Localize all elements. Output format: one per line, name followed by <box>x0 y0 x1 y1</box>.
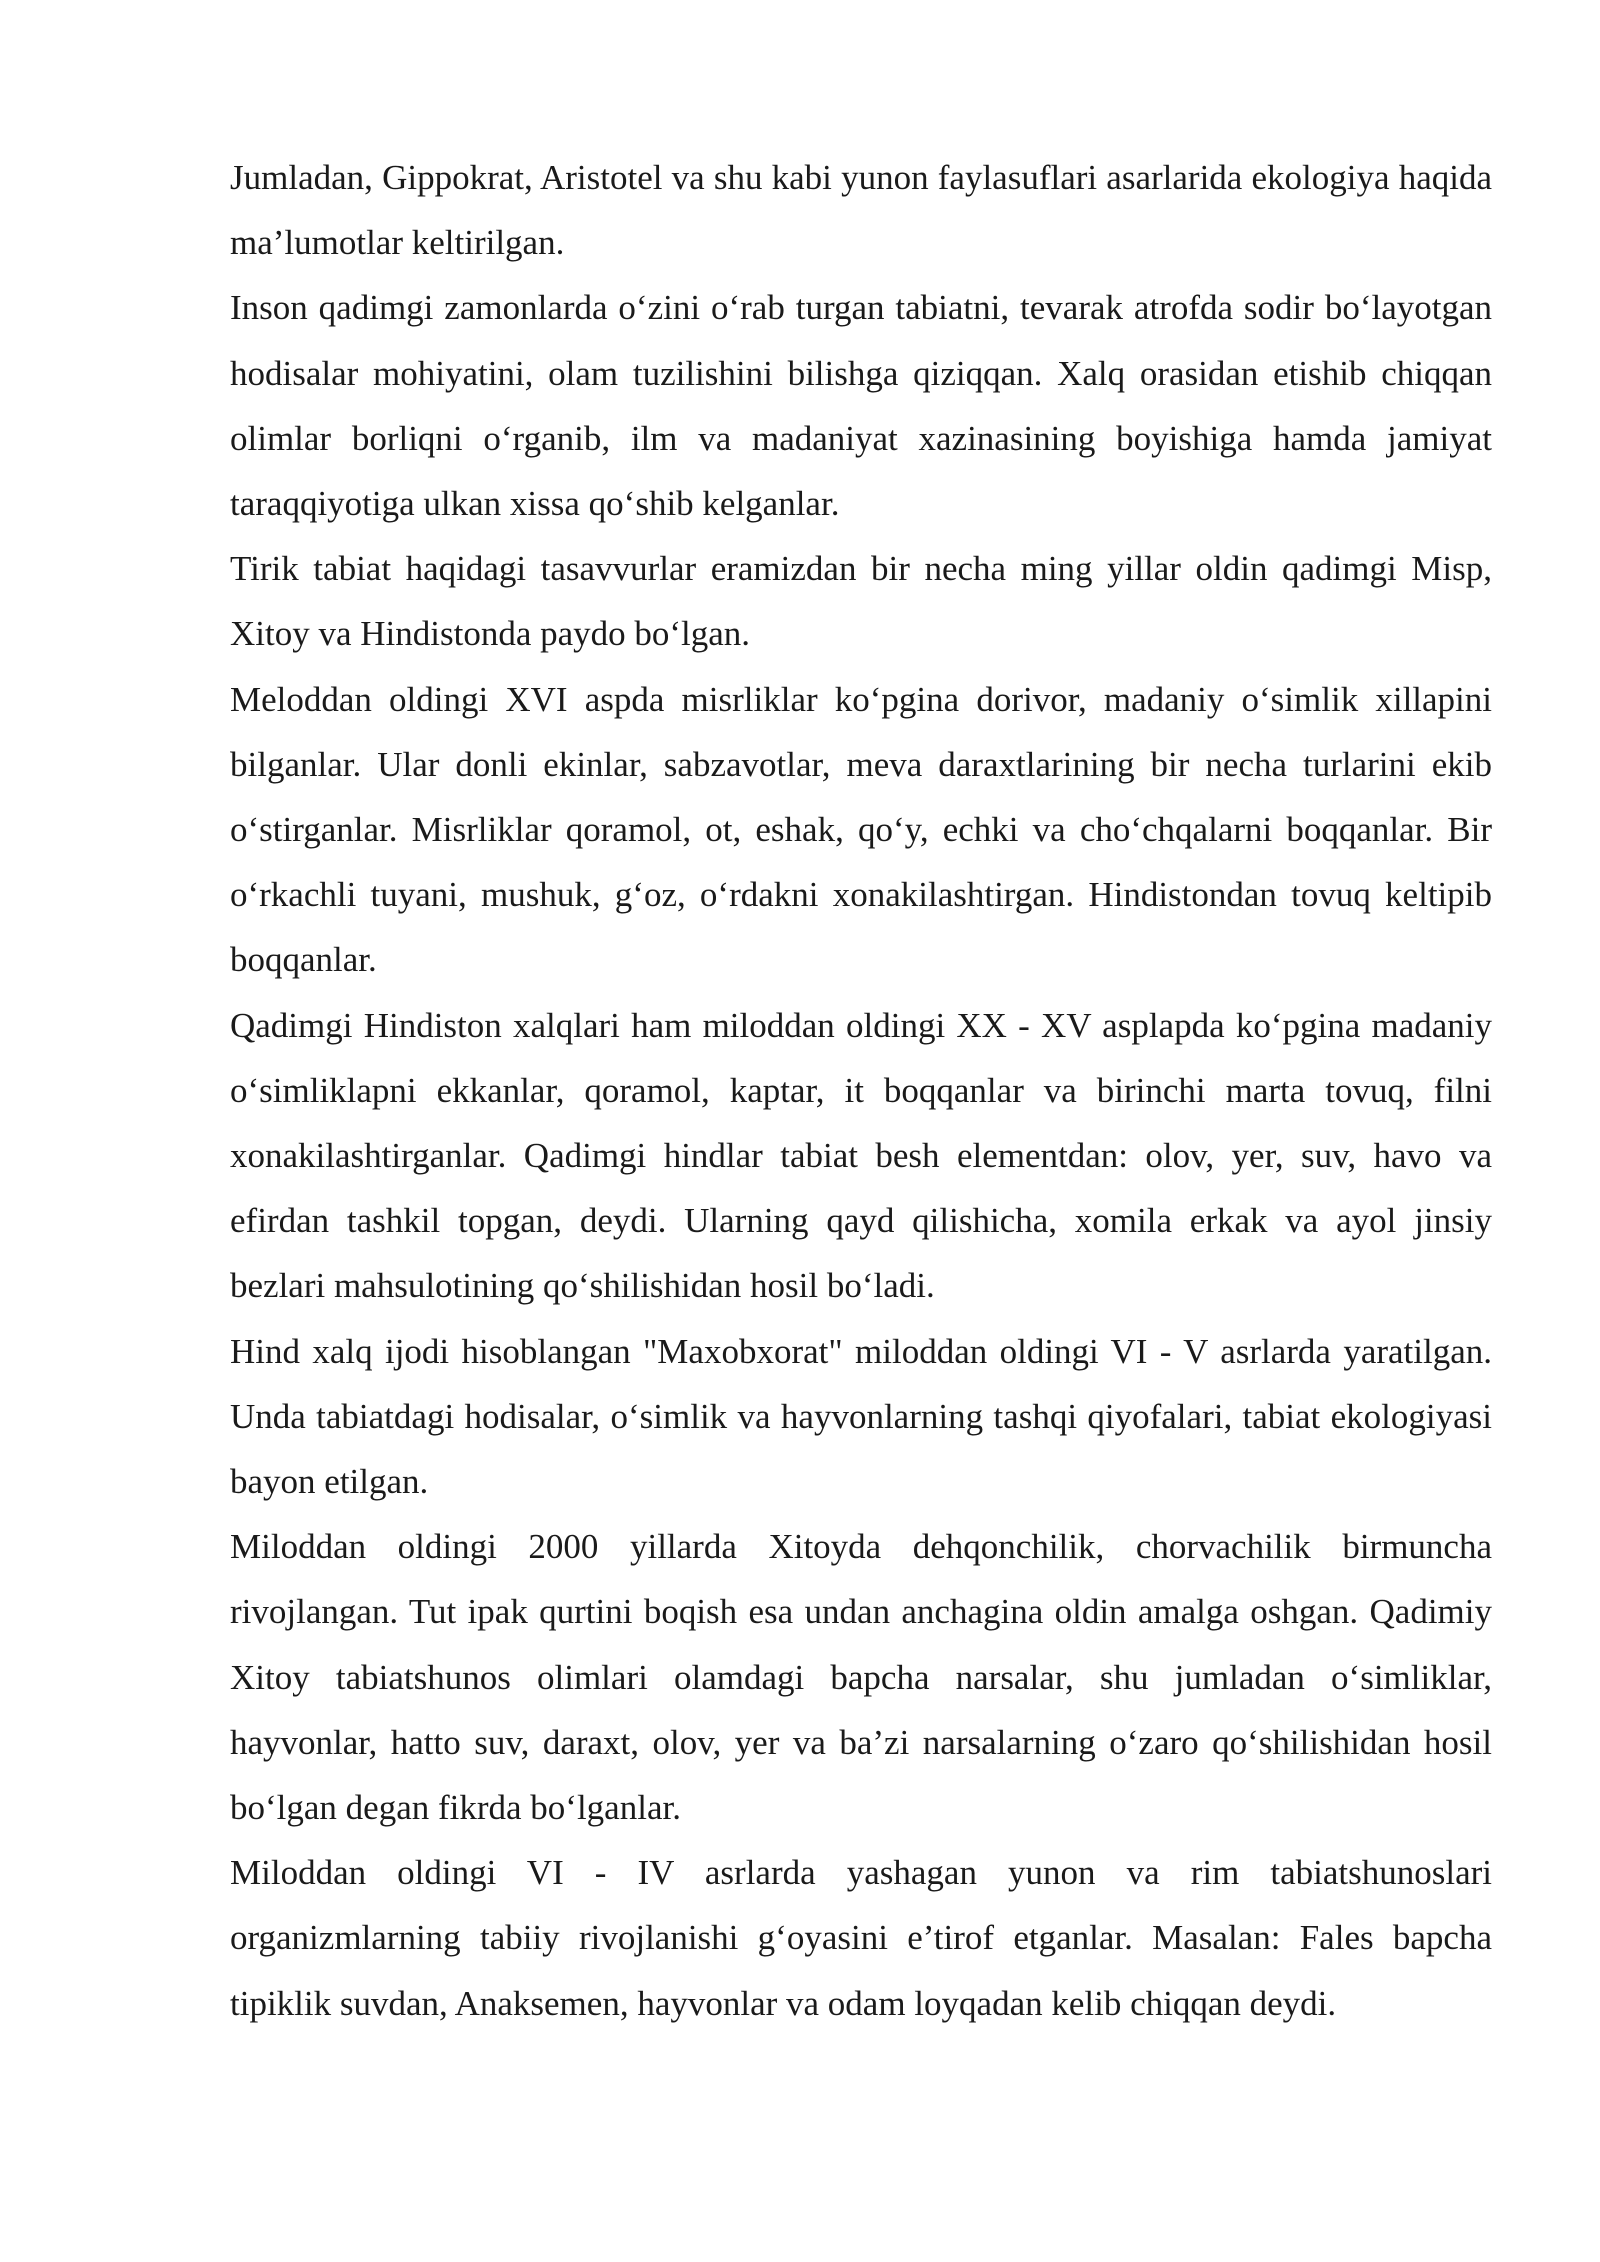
paragraph-3: Tirik tabiat haqidagi tasavvurlar eramizdan bir necha ming yillar oldin qadimgi Misp, Xitoy va Hindistonda paydo bo‘lgan. <box>230 549 1492 654</box>
paragraph-6: Hind xalq ijodi hisoblangan "Maxobxorat" miloddan oldingi VI - V asrlarda yaratilgan. Unda tabiatdagi hodisalar, o‘simlik va hayvonlarning tashqi qiyofalari, tabiat ekologiyasi bayon etilgan. <box>230 1331 1492 1502</box>
document-page <box>230 145 1492 2036</box>
paragraph-7: Miloddan oldingi 2000 yillarda Xitoyda dehqonchilik, chorvachilik birmuncha rivojlangan. Tut ipak qurtini boqish esa undan anchagina oldin amalga oshgan. Qadimiy Xitoy tabiatshunos olimlari olamdagi bapcha narsalar, shu jumladan o‘simliklar, hayvonlar, hatto suv, daraxt, olov, yer va ba’zi narsalarning o‘zaro qo‘shilishidan hosil bo‘lgan degan fikrda bo‘lganlar. <box>230 1527 1492 1828</box>
paragraph-8: Miloddan oldingi VI - IV asrlarda yashagan yunon va rim tabiatshunoslari organizmlarning tabiiy rivojlanishi g‘oyasini e’tirof etganlar. Masalan: Fales bapcha tipiklik suvdan, Anaksemen, hayvonlar va odam loyqadan kelib chiqqan deydi. <box>230 1853 1492 2023</box>
paragraph-2: Inson qadimgi zamonlarda o‘zini o‘rab turgan tabiatni, tevarak atrofda sodir bo‘layotgan hodisalar mohiyatini, olam tuzilishini bilishga qiziqqan. Xalq orasidan etishib chiqqan olimlar borliqni o‘rganib, ilm va madaniyat xazinasining boyishiga hamda jamiyat taraqqiyotiga ulkan xissa qo‘shib kelganlar. <box>230 288 1492 524</box>
paragraph-4: Meloddan oldingi XVI aspda misrliklar ko‘pgina dorivor, madaniy o‘simlik xillapini bilganlar. Ular donli ekinlar, sabzavotlar, meva daraxtlarining bir necha turlarini ekib o‘stirganlar. Misrliklar qoramol, ot, eshak, qo‘y, echki va cho‘chqalarni boqqanlar. Bir o‘rkachli tuyani, mushuk, g‘oz, o‘rdakni xonakilashtirgan. Hindistondan tovuq keltipib boqqanlar. <box>230 679 1492 980</box>
paragraph-1: Jumladan, Gippokrat, Aristotel va shu kabi yunon faylasuflari asarlarida ekologiya haqida ma’lumotlar keltirilgan. <box>230 158 1492 263</box>
paragraph-5: Qadimgi Hindiston xalqlari ham miloddan oldingi XX - XV asplapda ko‘pgina madaniy o‘simliklapni ekkanlar, qoramol, kaptar, it boqqanlar va birinchi marta tovuq, filni xonakilashtirganlar. Qadimgi hindlar tabiat besh elementdan: olov, yer, suv, havo va efirdan tashkil topgan, deydi. Ularning qayd qilishicha, xomila erkak va ayol jinsiy bezlari mahsulotining qo‘shilishidan hosil bo‘ladi. <box>230 1005 1492 1306</box>
